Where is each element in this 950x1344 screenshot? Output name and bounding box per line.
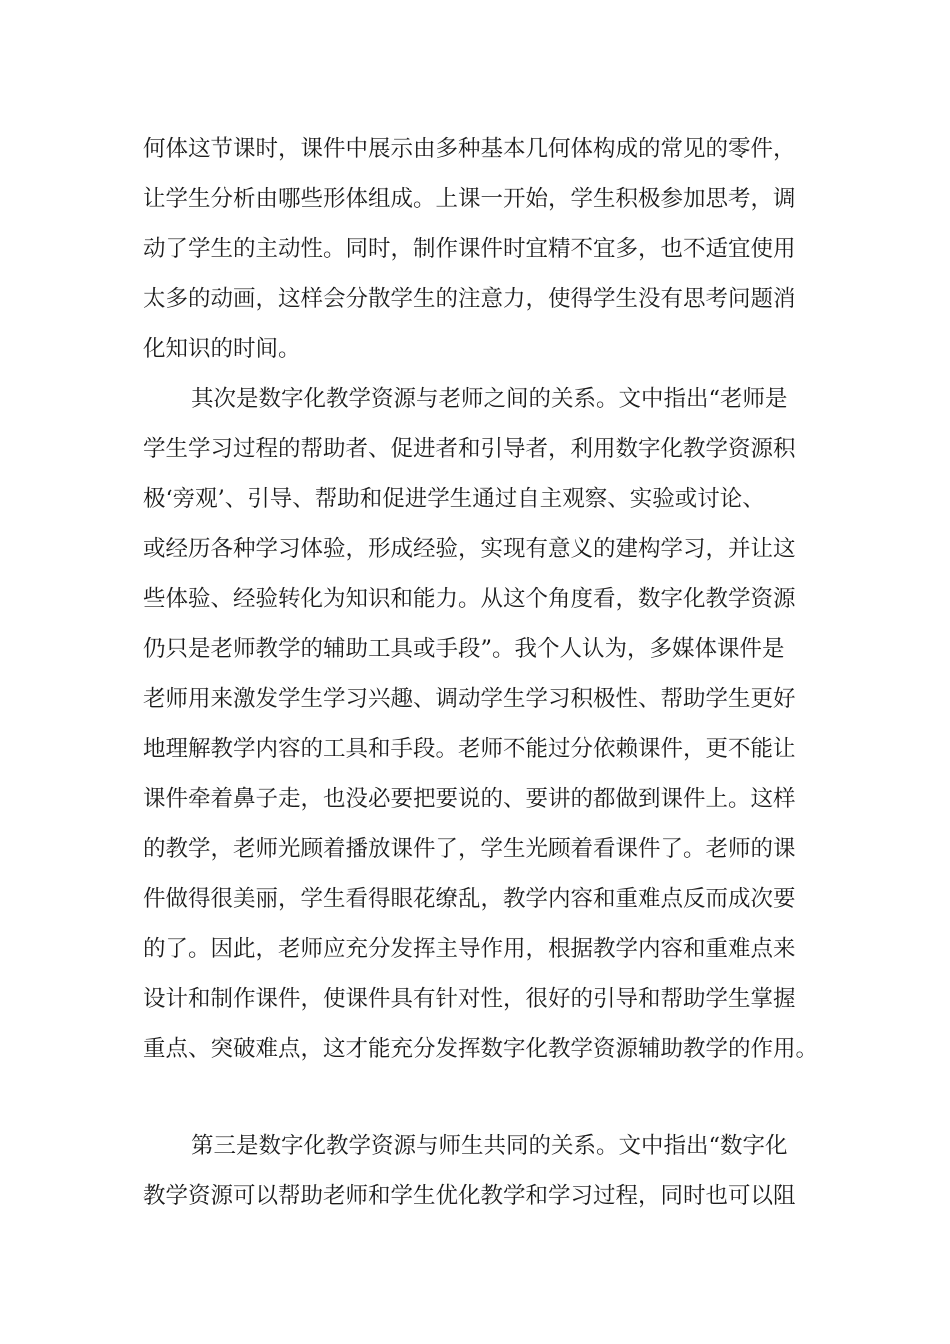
text-line: 的了。因此，老师应充分发挥主导作用，根据教学内容和重难点来 (143, 936, 796, 962)
text-line: 地理解教学内容的工具和手段。老师不能过分依赖课件，更不能让 (143, 736, 796, 762)
text-line: 其次是数字化教学资源与老师之间的关系。文中指出“老师是 (191, 386, 788, 412)
text-line: 设计和制作课件，使课件具有针对性，很好的引导和帮助学生掌握 (143, 986, 796, 1012)
text-line: 动了学生的主动性。同时，制作课件时宜精不宜多，也不适宜使用 (143, 236, 796, 262)
text-line: 老师用来激发学生学习兴趣、调动学生学习积极性、帮助学生更好 (143, 686, 796, 712)
text-line: 课件牵着鼻子走，也没必要把要说的、要讲的都做到课件上。这样 (143, 786, 796, 812)
text-line: 的教学，老师光顾着播放课件了，学生光顾着看课件了。老师的课 (143, 836, 796, 862)
text-line: 太多的动画，这样会分散学生的注意力，使得学生没有思考问题消 (143, 286, 796, 312)
text-line: 极‘旁观’、引导、帮助和促进学生通过自主观察、实验或讨论、 (143, 486, 765, 512)
text-line: 化知识的时间。 (143, 336, 301, 362)
text-line: 学生学习过程的帮助者、促进者和引导者，利用数字化教学资源积 (143, 436, 796, 462)
text-line: 何体这节课时，课件中展示由多种基本几何体构成的常见的零件， (143, 136, 796, 162)
text-line: 重点、突破难点，这才能充分发挥数字化教学资源辅助教学的作用。 (143, 1036, 819, 1062)
text-line: 些体验、经验转化为知识和能力。从这个角度看，数字化教学资源 (143, 586, 796, 612)
text-line: 教学资源可以帮助老师和学生优化教学和学习过程，同时也可以阻 (143, 1183, 796, 1209)
text-line: 第三是数字化教学资源与师生共同的关系。文中指出“数字化 (191, 1133, 788, 1159)
text-line: 让学生分析由哪些形体组成。上课一开始，学生积极参加思考，调 (143, 186, 796, 212)
text-line: 仍只是老师教学的辅助工具或手段”。我个人认为，多媒体课件是 (143, 636, 785, 662)
text-line: 或经历各种学习体验，形成经验，实现有意义的建构学习，并让这 (143, 536, 796, 562)
text-line: 件做得很美丽，学生看得眼花缭乱，教学内容和重难点反而成次要 (143, 886, 796, 912)
